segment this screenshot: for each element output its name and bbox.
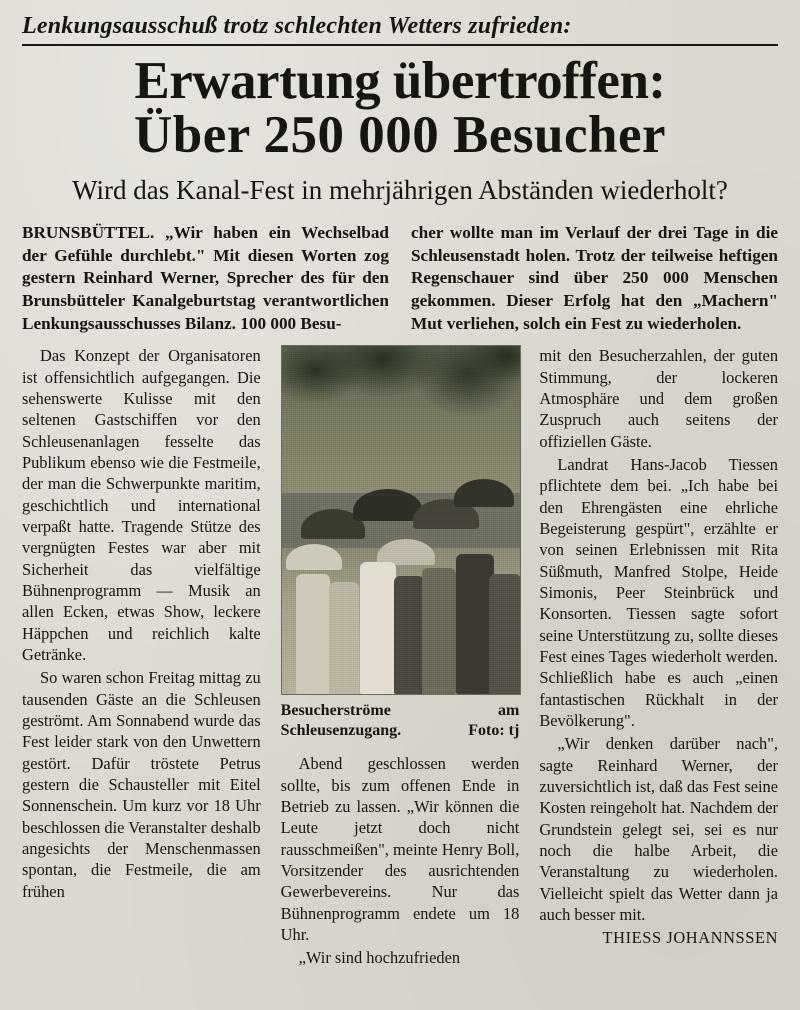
caption-text-1: Besucherströme: [280, 702, 391, 720]
paragraph: Das Konzept der Organisatoren ist offensichtlich aufgegangen. Die sehenswerte Kulisse mit den seltenen Gastschiffen vor den Schleusenanlagen fesselte das Publikum ebenso wie die Festmeile, der man die Schwerpunkte maritim, geschichtlich und international verpaßt hatte. Tragende Stütze des vergnügten Festes war aber mit Sicherheit das vielfältige Bühnenprogramm — Musik an allen Ecken, etwas Show, leckere Häppchen und reichlich kalte Getränke.: [22, 346, 261, 665]
headline-line-2: Über 250 000 Besucher: [133, 106, 667, 165]
paragraph: Landrat Hans-Jacob Tiessen pflichtete dem bei. „Ich habe bei den Ehrengästen eine ehrliche Begeisterung gespürt", erzählte er von seinen Erlebnissen mit Rita Süßmuth, Manfred Stolpe, Heide Simonis, Peer Steinbrück und Konsorten. Tiessen sagte sofort seine Unterstützung zu, sollte dieses Fest eines Tages wiederholt werden. Schließlich habe es auch „einen fantastischen Rückhalt in der Bevölkerung".: [539, 455, 779, 731]
headline-line-1: Erwartung übertroffen:: [134, 52, 666, 111]
article-body: [22, 345, 779, 968]
paragraph: mit den Besucherzahlen, der guten Stimmung, der lockeren Atmosphäre und dem großen Zuspruch auch seitens der offiziellen Gäste.: [539, 346, 779, 451]
paragraph: „Wir sind hochzufrieden: [298, 948, 461, 968]
lead-column-left: BRUNSBÜTTEL. „Wir haben ein Wechselbad der Gefühle durchlebt." Mit diesen Worten zog gestern Reinhard Werner, Sprecher des für den Brunsbütteler Kanalgeburtstag verantwortlichen Lenkungsausschusses Bilanz. 100 000 Besu-: [22, 222, 389, 333]
article-lead: [22, 222, 778, 336]
caption-am: am: [498, 702, 520, 720]
body-column-3: [539, 345, 779, 948]
caption-text-2: Schleusenzugang.: [280, 722, 402, 740]
article-photo: [281, 345, 520, 695]
body-column-1: [22, 345, 261, 945]
page-title: [22, 52, 778, 165]
paragraph: So waren schon Freitag mittag zu tausenden Gäste an die Schleusen geströmt. Am Sonnabend wurde das Fest leider stark von den Unwettern gestört. Dafür tröstete Petrus gestern die Schausteller mit Eitel Sonnenschein. Um kurz vor 18 Uhr beschlossen die Veranstalter deshalb angesichts der Menschenmassen spontan, die Festmeile, die am frühen: [22, 668, 261, 901]
photo-credit: Foto: tj: [468, 722, 520, 740]
article-kicker: Lenkungsausschuß trotz schlechten Wetters zufrieden:: [22, 14, 778, 46]
paragraph: Abend geschlossen werden sollte, bis zum offenen Ende in Betrieb zu lassen. „Wir können die Leute jetzt doch nicht rausschmeißen", meinte Henry Boll, Vorsitzender des ausrichtenden Gewerbevereins. Nur das Bühnenprogramm endete um 18 Uhr.: [280, 754, 520, 945]
article-byline: THIESS JOHANNSSEN: [602, 928, 779, 948]
article-subheadline: Wird das Kanal-Fest in mehrjährigen Abständen wiederholt?: [72, 175, 728, 206]
paragraph: „Wir denken darüber nach", sagte Reinhard Werner, der zuversichtlich ist, daß das Fest seine Kosten reingeholt hat. Nachdem der Grundstein gelegt sei, sei es nur noch die halbe Arbeit, die Veranstaltung zu wiederholen. Vielleicht spielt das Wetter dann ja auch besser mit.: [539, 734, 779, 925]
photo-grain: [282, 346, 521, 694]
body-column-2: [280, 345, 520, 968]
photo-image: [281, 345, 522, 695]
photo-caption: [281, 701, 520, 741]
lead-column-right: cher wollte man im Verlauf der drei Tage in die Schleusenstadt holen. Trotz der teilweise heftigen Regenschauer sind über 250 000 Menschen gekommen. Dieser Erfolg hat den „Machern" Mut verliehen, solch ein Fest zu wiederholen.: [411, 222, 778, 333]
